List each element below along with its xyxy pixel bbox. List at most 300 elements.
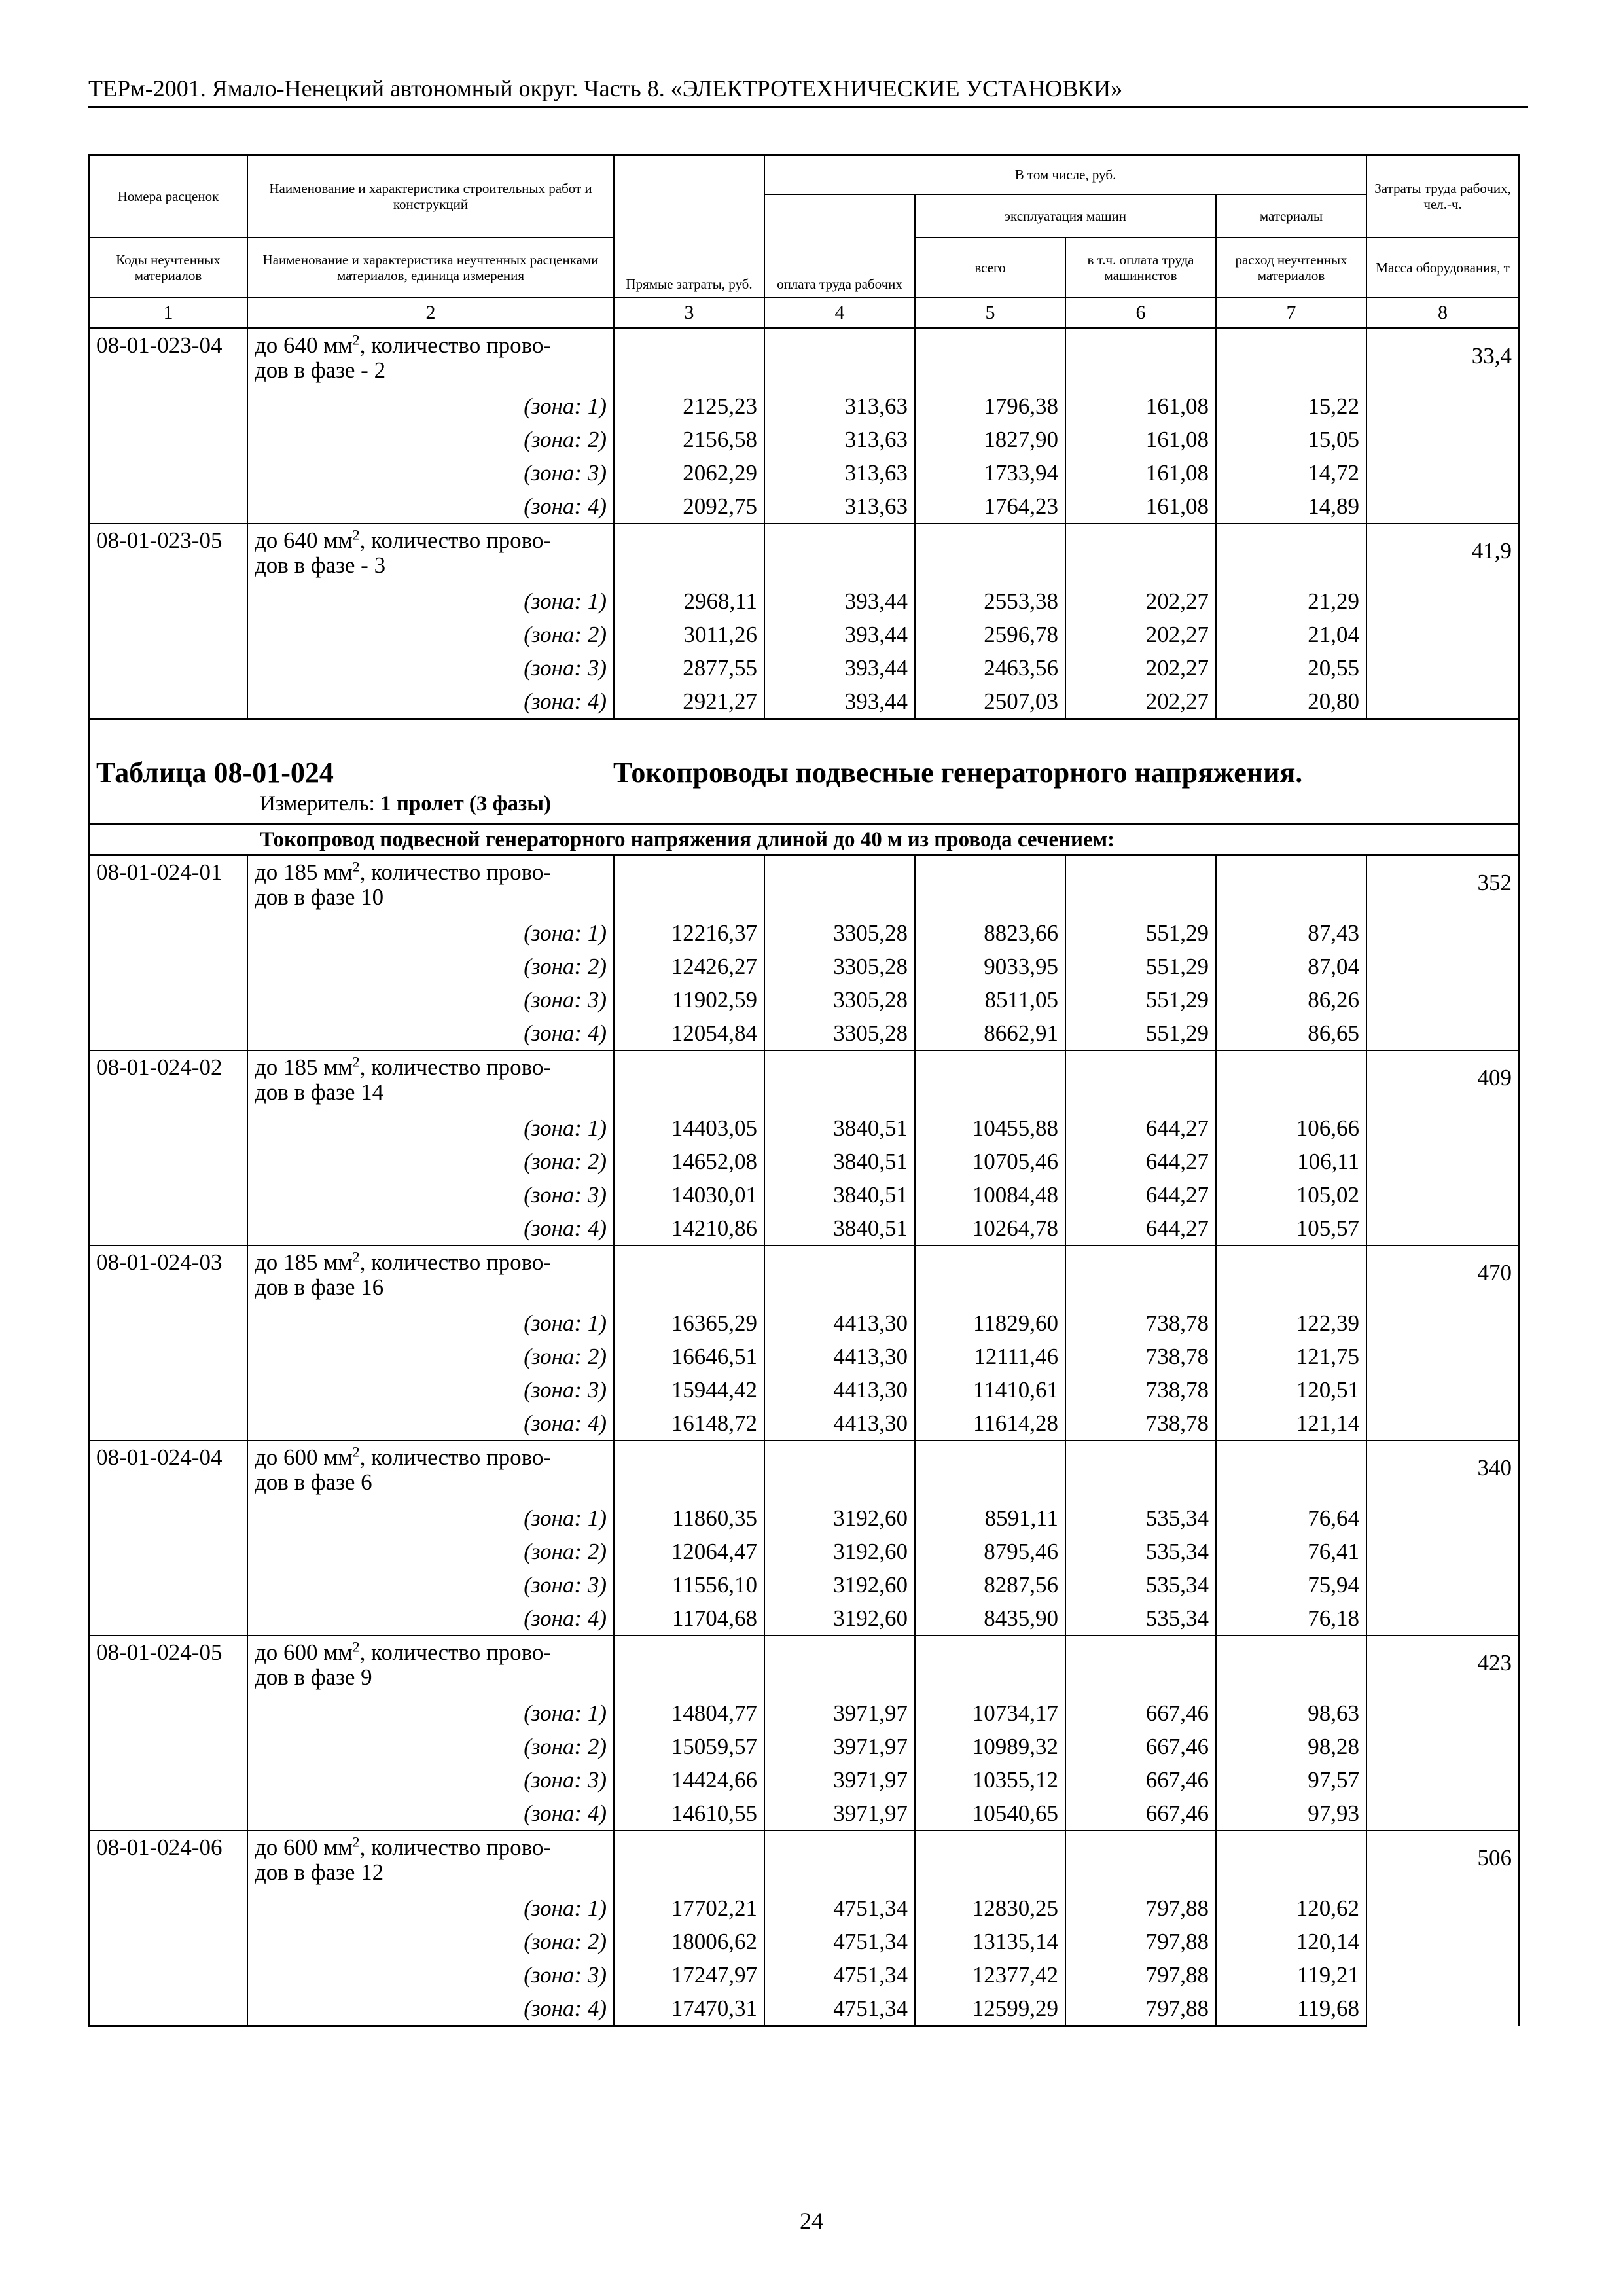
operator-wages: 667,46: [1065, 1797, 1216, 1831]
worker-wages: 313,63: [764, 389, 915, 423]
worker-wages: 4751,34: [764, 1958, 915, 1992]
empty-cell: [89, 1211, 247, 1246]
empty-cell: [1216, 1831, 1366, 1892]
empty-cell: [915, 329, 1065, 390]
rate-header-row: [89, 1050, 1519, 1111]
rate-header-row: [89, 855, 1519, 917]
table-title-row: [89, 719, 1519, 825]
col-header-machines: эксплуатация машин: [915, 194, 1216, 238]
zone-label: (зона: 4): [247, 1407, 614, 1441]
empty-cell: [614, 1441, 764, 1501]
zone-label: (зона: 2): [247, 1535, 614, 1568]
machines-total: 11614,28: [915, 1407, 1065, 1441]
zone-row: [89, 490, 1519, 524]
operator-wages: 535,34: [1065, 1568, 1216, 1602]
operator-wages: 797,88: [1065, 1958, 1216, 1992]
equipment-mass: 470: [1366, 1246, 1519, 1441]
empty-cell: [89, 1145, 247, 1178]
operator-wages: 738,78: [1065, 1373, 1216, 1407]
empty-cell: [764, 1636, 915, 1696]
rate-name-prefix: до 600 мм: [255, 1444, 353, 1470]
empty-cell: [89, 1178, 247, 1211]
worker-wages: 4751,34: [764, 1992, 915, 2026]
operator-wages: 161,08: [1065, 423, 1216, 456]
zone-row: [89, 950, 1519, 983]
direct-costs: 15944,42: [614, 1373, 764, 1407]
rate-name: [247, 524, 614, 584]
zone-label: (зона: 2): [247, 618, 614, 651]
zone-label: (зона: 3): [247, 456, 614, 490]
col-header-material-use: расход неучтенных материалов: [1216, 238, 1366, 298]
material-use: 122,39: [1216, 1306, 1366, 1340]
zone-row: [89, 1892, 1519, 1925]
worker-wages: 3305,28: [764, 983, 915, 1016]
operator-wages: 202,27: [1065, 618, 1216, 651]
superscript-2: 2: [352, 858, 360, 875]
direct-costs: 2968,11: [614, 584, 764, 618]
rate-name-prefix: до 185 мм: [255, 859, 353, 885]
operator-wages: 551,29: [1065, 1016, 1216, 1050]
worker-wages: 3971,97: [764, 1696, 915, 1730]
rate-name: [247, 329, 614, 390]
empty-cell: [1216, 1050, 1366, 1111]
empty-cell: [1065, 1831, 1216, 1892]
material-use: 75,94: [1216, 1568, 1366, 1602]
machines-total: 10540,65: [915, 1797, 1065, 1831]
direct-costs: 12426,27: [614, 950, 764, 983]
zone-label: (зона: 4): [247, 1211, 614, 1246]
direct-costs: 18006,62: [614, 1925, 764, 1958]
rate-name-rest: , количество прово-: [359, 1640, 552, 1665]
zone-row: [89, 1111, 1519, 1145]
machines-total: 12830,25: [915, 1892, 1065, 1925]
rate-name: [247, 1441, 614, 1501]
empty-cell: [89, 1602, 247, 1636]
material-use: 14,72: [1216, 456, 1366, 490]
empty-cell: [764, 329, 915, 390]
operator-wages: 797,88: [1065, 1992, 1216, 2026]
empty-cell: [614, 329, 764, 390]
empty-cell: [89, 1016, 247, 1050]
material-use: 15,05: [1216, 423, 1366, 456]
rate-code: 08-01-024-01: [89, 855, 247, 917]
operator-wages: 551,29: [1065, 916, 1216, 950]
operator-wages: 644,27: [1065, 1211, 1216, 1246]
worker-wages: 3840,51: [764, 1111, 915, 1145]
zone-row: [89, 983, 1519, 1016]
col-number: 8: [1366, 298, 1519, 329]
machines-total: 11410,61: [915, 1373, 1065, 1407]
zone-row: [89, 1407, 1519, 1441]
rate-code: 08-01-024-05: [89, 1636, 247, 1696]
table-subtitle: Токопровод подвесной генераторного напряжения длиной до 40 м из провода сечением:: [89, 825, 1519, 855]
worker-wages: 313,63: [764, 456, 915, 490]
empty-cell: [89, 983, 247, 1016]
empty-cell: [89, 1925, 247, 1958]
zone-label: (зона: 1): [247, 1306, 614, 1340]
material-use: 21,29: [1216, 584, 1366, 618]
rate-name-line2: дов в фазе 9: [255, 1664, 372, 1690]
zone-label: (зона: 3): [247, 1763, 614, 1797]
empty-cell: [89, 1763, 247, 1797]
machines-total: 10455,88: [915, 1111, 1065, 1145]
empty-cell: [89, 618, 247, 651]
direct-costs: 14610,55: [614, 1797, 764, 1831]
material-use: 76,41: [1216, 1535, 1366, 1568]
col-number: 7: [1216, 298, 1366, 329]
direct-costs: 2921,27: [614, 685, 764, 719]
zone-label: (зона: 3): [247, 651, 614, 685]
material-use: 20,80: [1216, 685, 1366, 719]
rate-name-prefix: до 600 мм: [255, 1640, 353, 1665]
machines-total: 12377,42: [915, 1958, 1065, 1992]
zone-label: (зона: 4): [247, 1992, 614, 2026]
table-body: [89, 155, 1519, 2026]
rate-code: 08-01-024-03: [89, 1246, 247, 1306]
equipment-mass: 423: [1366, 1636, 1519, 1831]
rate-name-line2: дов в фазе - 3: [255, 552, 386, 578]
empty-cell: [89, 950, 247, 983]
machines-total: 10989,32: [915, 1730, 1065, 1763]
table-title-cell: [89, 719, 1519, 825]
operator-wages: 202,27: [1065, 685, 1216, 719]
rate-header-row: [89, 1831, 1519, 1892]
material-use: 105,02: [1216, 1178, 1366, 1211]
empty-cell: [1065, 524, 1216, 584]
empty-cell: [764, 1246, 915, 1306]
empty-cell: [764, 1050, 915, 1111]
empty-cell: [915, 524, 1065, 584]
rate-name-line2: дов в фазе 10: [255, 884, 384, 910]
worker-wages: 4751,34: [764, 1925, 915, 1958]
empty-cell: [764, 1831, 915, 1892]
equipment-mass: 33,4: [1366, 329, 1519, 524]
material-use: 76,64: [1216, 1501, 1366, 1535]
empty-cell: [915, 1050, 1065, 1111]
zone-label: (зона: 4): [247, 685, 614, 719]
zone-row: [89, 1696, 1519, 1730]
material-use: 106,11: [1216, 1145, 1366, 1178]
empty-cell: [89, 423, 247, 456]
worker-wages: 3971,97: [764, 1763, 915, 1797]
worker-wages: 3840,51: [764, 1145, 915, 1178]
rates-table-wrapper: [88, 154, 1518, 2027]
rate-code: 08-01-024-04: [89, 1441, 247, 1501]
col-header-operator-wages: в т.ч. оплата труда машинистов: [1065, 238, 1216, 298]
worker-wages: 3305,28: [764, 1016, 915, 1050]
zone-label: (зона: 1): [247, 389, 614, 423]
zone-label: (зона: 3): [247, 983, 614, 1016]
worker-wages: 3305,28: [764, 916, 915, 950]
rate-name-rest: , количество прово-: [359, 1835, 552, 1860]
zone-label: (зона: 1): [247, 916, 614, 950]
empty-cell: [89, 1696, 247, 1730]
rate-header-row: [89, 1441, 1519, 1501]
meter-value: 1 пролет (3 фазы): [380, 792, 551, 816]
zone-row: [89, 685, 1519, 719]
empty-cell: [89, 584, 247, 618]
zone-label: (зона: 2): [247, 1145, 614, 1178]
worker-wages: 3192,60: [764, 1535, 915, 1568]
machines-total: 10734,17: [915, 1696, 1065, 1730]
material-use: 120,51: [1216, 1373, 1366, 1407]
material-use: 20,55: [1216, 651, 1366, 685]
material-use: 87,43: [1216, 916, 1366, 950]
meter: [260, 789, 1512, 818]
col-number: 5: [915, 298, 1065, 329]
equipment-mass: 506: [1366, 1831, 1519, 2026]
rate-name-line2: дов в фазе 12: [255, 1859, 384, 1885]
col-header-machines-total: всего: [915, 238, 1065, 298]
col-number: 3: [614, 298, 764, 329]
operator-wages: 202,27: [1065, 651, 1216, 685]
zone-label: (зона: 2): [247, 1340, 614, 1373]
direct-costs: 16365,29: [614, 1306, 764, 1340]
operator-wages: 644,27: [1065, 1111, 1216, 1145]
zone-row: [89, 1925, 1519, 1958]
direct-costs: 14210,86: [614, 1211, 764, 1246]
rate-header-row: [89, 1246, 1519, 1306]
rate-name-rest: , количество прово-: [359, 332, 552, 358]
empty-cell: [1065, 1246, 1216, 1306]
worker-wages: 4413,30: [764, 1407, 915, 1441]
machines-total: 1796,38: [915, 389, 1065, 423]
operator-wages: 738,78: [1065, 1340, 1216, 1373]
empty-cell: [89, 456, 247, 490]
operator-wages: 551,29: [1065, 983, 1216, 1016]
col-header-material-names: Наименование и характеристика неучтенных расценками материалов, единица измерения: [247, 238, 614, 298]
empty-cell: [1216, 1636, 1366, 1696]
empty-cell: [614, 1831, 764, 1892]
col-number: 1: [89, 298, 247, 329]
rate-name-prefix: до 600 мм: [255, 1835, 353, 1860]
direct-costs: 12216,37: [614, 916, 764, 950]
empty-cell: [89, 916, 247, 950]
empty-cell: [89, 1797, 247, 1831]
zone-row: [89, 1568, 1519, 1602]
material-use: 14,89: [1216, 490, 1366, 524]
worker-wages: 4413,30: [764, 1373, 915, 1407]
col-header-in-total: В том числе, руб.: [764, 155, 1366, 194]
rate-header-row: [89, 524, 1519, 584]
rate-header-row: [89, 329, 1519, 390]
col-number: 4: [764, 298, 915, 329]
direct-costs: 2125,23: [614, 389, 764, 423]
rate-name-prefix: до 640 мм: [255, 332, 353, 358]
machines-total: 9033,95: [915, 950, 1065, 983]
empty-cell: [89, 1340, 247, 1373]
operator-wages: 667,46: [1065, 1696, 1216, 1730]
empty-cell: [89, 389, 247, 423]
direct-costs: 11556,10: [614, 1568, 764, 1602]
empty-cell: [915, 1831, 1065, 1892]
worker-wages: 313,63: [764, 490, 915, 524]
operator-wages: 535,34: [1065, 1501, 1216, 1535]
zone-label: (зона: 2): [247, 1730, 614, 1763]
worker-wages: 3192,60: [764, 1501, 915, 1535]
empty-cell: [614, 855, 764, 917]
zone-row: [89, 1340, 1519, 1373]
direct-costs: 17470,31: [614, 1992, 764, 2026]
empty-cell: [915, 1636, 1065, 1696]
worker-wages: 4751,34: [764, 1892, 915, 1925]
empty-cell: [614, 1636, 764, 1696]
empty-cell: [89, 1992, 247, 2026]
material-use: 97,93: [1216, 1797, 1366, 1831]
zone-label: (зона: 2): [247, 950, 614, 983]
zone-label: (зона: 1): [247, 584, 614, 618]
zone-row: [89, 1211, 1519, 1246]
operator-wages: 202,27: [1065, 584, 1216, 618]
worker-wages: 3305,28: [764, 950, 915, 983]
operator-wages: 161,08: [1065, 456, 1216, 490]
machines-total: 8435,90: [915, 1602, 1065, 1636]
material-use: 120,62: [1216, 1892, 1366, 1925]
zone-row: [89, 916, 1519, 950]
zone-label: (зона: 1): [247, 1696, 614, 1730]
rate-name-prefix: до 185 мм: [255, 1249, 353, 1275]
operator-wages: 535,34: [1065, 1535, 1216, 1568]
rate-name-line2: дов в фазе - 2: [255, 357, 386, 383]
machines-total: 8591,11: [915, 1501, 1065, 1535]
machines-total: 10084,48: [915, 1178, 1065, 1211]
empty-cell: [1216, 329, 1366, 390]
meter-label: Измеритель:: [260, 792, 375, 816]
material-use: 97,57: [1216, 1763, 1366, 1797]
zone-label: (зона: 2): [247, 1925, 614, 1958]
direct-costs: 2877,55: [614, 651, 764, 685]
operator-wages: 797,88: [1065, 1925, 1216, 1958]
empty-cell: [764, 524, 915, 584]
worker-wages: 3192,60: [764, 1602, 915, 1636]
material-use: 76,18: [1216, 1602, 1366, 1636]
worker-wages: 313,63: [764, 423, 915, 456]
col-header-wages: оплата труда рабочих: [764, 194, 915, 298]
empty-cell: [89, 685, 247, 719]
rate-name-rest: , количество прово-: [359, 859, 552, 885]
rate-name: [247, 1050, 614, 1111]
superscript-2: 2: [352, 1248, 360, 1265]
col-header-equipment-mass: Масса оборудования, т: [1366, 238, 1519, 298]
machines-total: 10355,12: [915, 1763, 1065, 1797]
page-number: 24: [800, 2208, 823, 2234]
machines-total: 12111,46: [915, 1340, 1065, 1373]
direct-costs: 14652,08: [614, 1145, 764, 1178]
direct-costs: 3011,26: [614, 618, 764, 651]
superscript-2: 2: [352, 1053, 360, 1070]
material-use: 120,14: [1216, 1925, 1366, 1958]
col-number: 6: [1065, 298, 1216, 329]
machines-total: 2463,56: [915, 651, 1065, 685]
equipment-mass: 352: [1366, 855, 1519, 1051]
rates-table: [88, 154, 1520, 2027]
rate-name: [247, 1636, 614, 1696]
empty-cell: [1065, 855, 1216, 917]
rate-name-rest: , количество прово-: [359, 1249, 552, 1275]
direct-costs: 12064,47: [614, 1535, 764, 1568]
operator-wages: 644,27: [1065, 1145, 1216, 1178]
col-header-material-codes: Коды неучтенных материалов: [89, 238, 247, 298]
zone-label: (зона: 1): [247, 1111, 614, 1145]
col-header-labor: Затраты труда рабочих, чел.-ч.: [1366, 155, 1519, 238]
zone-row: [89, 1178, 1519, 1211]
machines-total: 8795,46: [915, 1535, 1065, 1568]
worker-wages: 3971,97: [764, 1730, 915, 1763]
empty-cell: [1216, 524, 1366, 584]
machines-total: 8823,66: [915, 916, 1065, 950]
rate-code: 08-01-024-02: [89, 1050, 247, 1111]
direct-costs: 17247,97: [614, 1958, 764, 1992]
direct-costs: 12054,84: [614, 1016, 764, 1050]
rate-name-rest: , количество прово-: [359, 1054, 552, 1080]
zone-row: [89, 1501, 1519, 1535]
material-use: 119,68: [1216, 1992, 1366, 2026]
rate-name-line2: дов в фазе 16: [255, 1274, 384, 1300]
col-header-rate-number: Номера расценок: [89, 155, 247, 238]
column-numbers-row: [89, 298, 1519, 329]
zone-row: [89, 1763, 1519, 1797]
empty-cell: [1065, 329, 1216, 390]
empty-cell: [89, 1535, 247, 1568]
empty-cell: [915, 1246, 1065, 1306]
machines-total: 10264,78: [915, 1211, 1065, 1246]
material-use: 15,22: [1216, 389, 1366, 423]
machines-total: 1764,23: [915, 490, 1065, 524]
empty-cell: [1065, 1636, 1216, 1696]
zone-row: [89, 389, 1519, 423]
direct-costs: 14403,05: [614, 1111, 764, 1145]
zone-row: [89, 456, 1519, 490]
machines-total: 12599,29: [915, 1992, 1065, 2026]
superscript-2: 2: [352, 1443, 360, 1460]
rate-code: 08-01-023-05: [89, 524, 247, 584]
empty-cell: [89, 1306, 247, 1340]
empty-cell: [89, 1892, 247, 1925]
rate-name-line2: дов в фазе 6: [255, 1469, 372, 1495]
zone-label: (зона: 1): [247, 1892, 614, 1925]
operator-wages: 667,46: [1065, 1763, 1216, 1797]
empty-cell: [89, 1111, 247, 1145]
zone-row: [89, 1306, 1519, 1340]
direct-costs: 14030,01: [614, 1178, 764, 1211]
equipment-mass: 41,9: [1366, 524, 1519, 719]
worker-wages: 393,44: [764, 651, 915, 685]
operator-wages: 738,78: [1065, 1306, 1216, 1340]
worker-wages: 3840,51: [764, 1178, 915, 1211]
machines-total: 1827,90: [915, 423, 1065, 456]
direct-costs: 14424,66: [614, 1763, 764, 1797]
operator-wages: 535,34: [1065, 1602, 1216, 1636]
col-header-direct-costs: Прямые затраты, руб.: [614, 155, 764, 298]
superscript-2: 2: [352, 1638, 360, 1655]
rate-name-line2: дов в фазе 14: [255, 1079, 384, 1105]
zone-row: [89, 1145, 1519, 1178]
worker-wages: 3840,51: [764, 1211, 915, 1246]
operator-wages: 161,08: [1065, 389, 1216, 423]
machines-total: 13135,14: [915, 1925, 1065, 1958]
empty-cell: [614, 1050, 764, 1111]
machines-total: 8511,05: [915, 983, 1065, 1016]
zone-row: [89, 1602, 1519, 1636]
empty-cell: [764, 1441, 915, 1501]
zone-row: [89, 651, 1519, 685]
zone-row: [89, 1373, 1519, 1407]
zone-row: [89, 584, 1519, 618]
operator-wages: 551,29: [1065, 950, 1216, 983]
operator-wages: 667,46: [1065, 1730, 1216, 1763]
zone-row: [89, 423, 1519, 456]
zone-label: (зона: 1): [247, 1501, 614, 1535]
